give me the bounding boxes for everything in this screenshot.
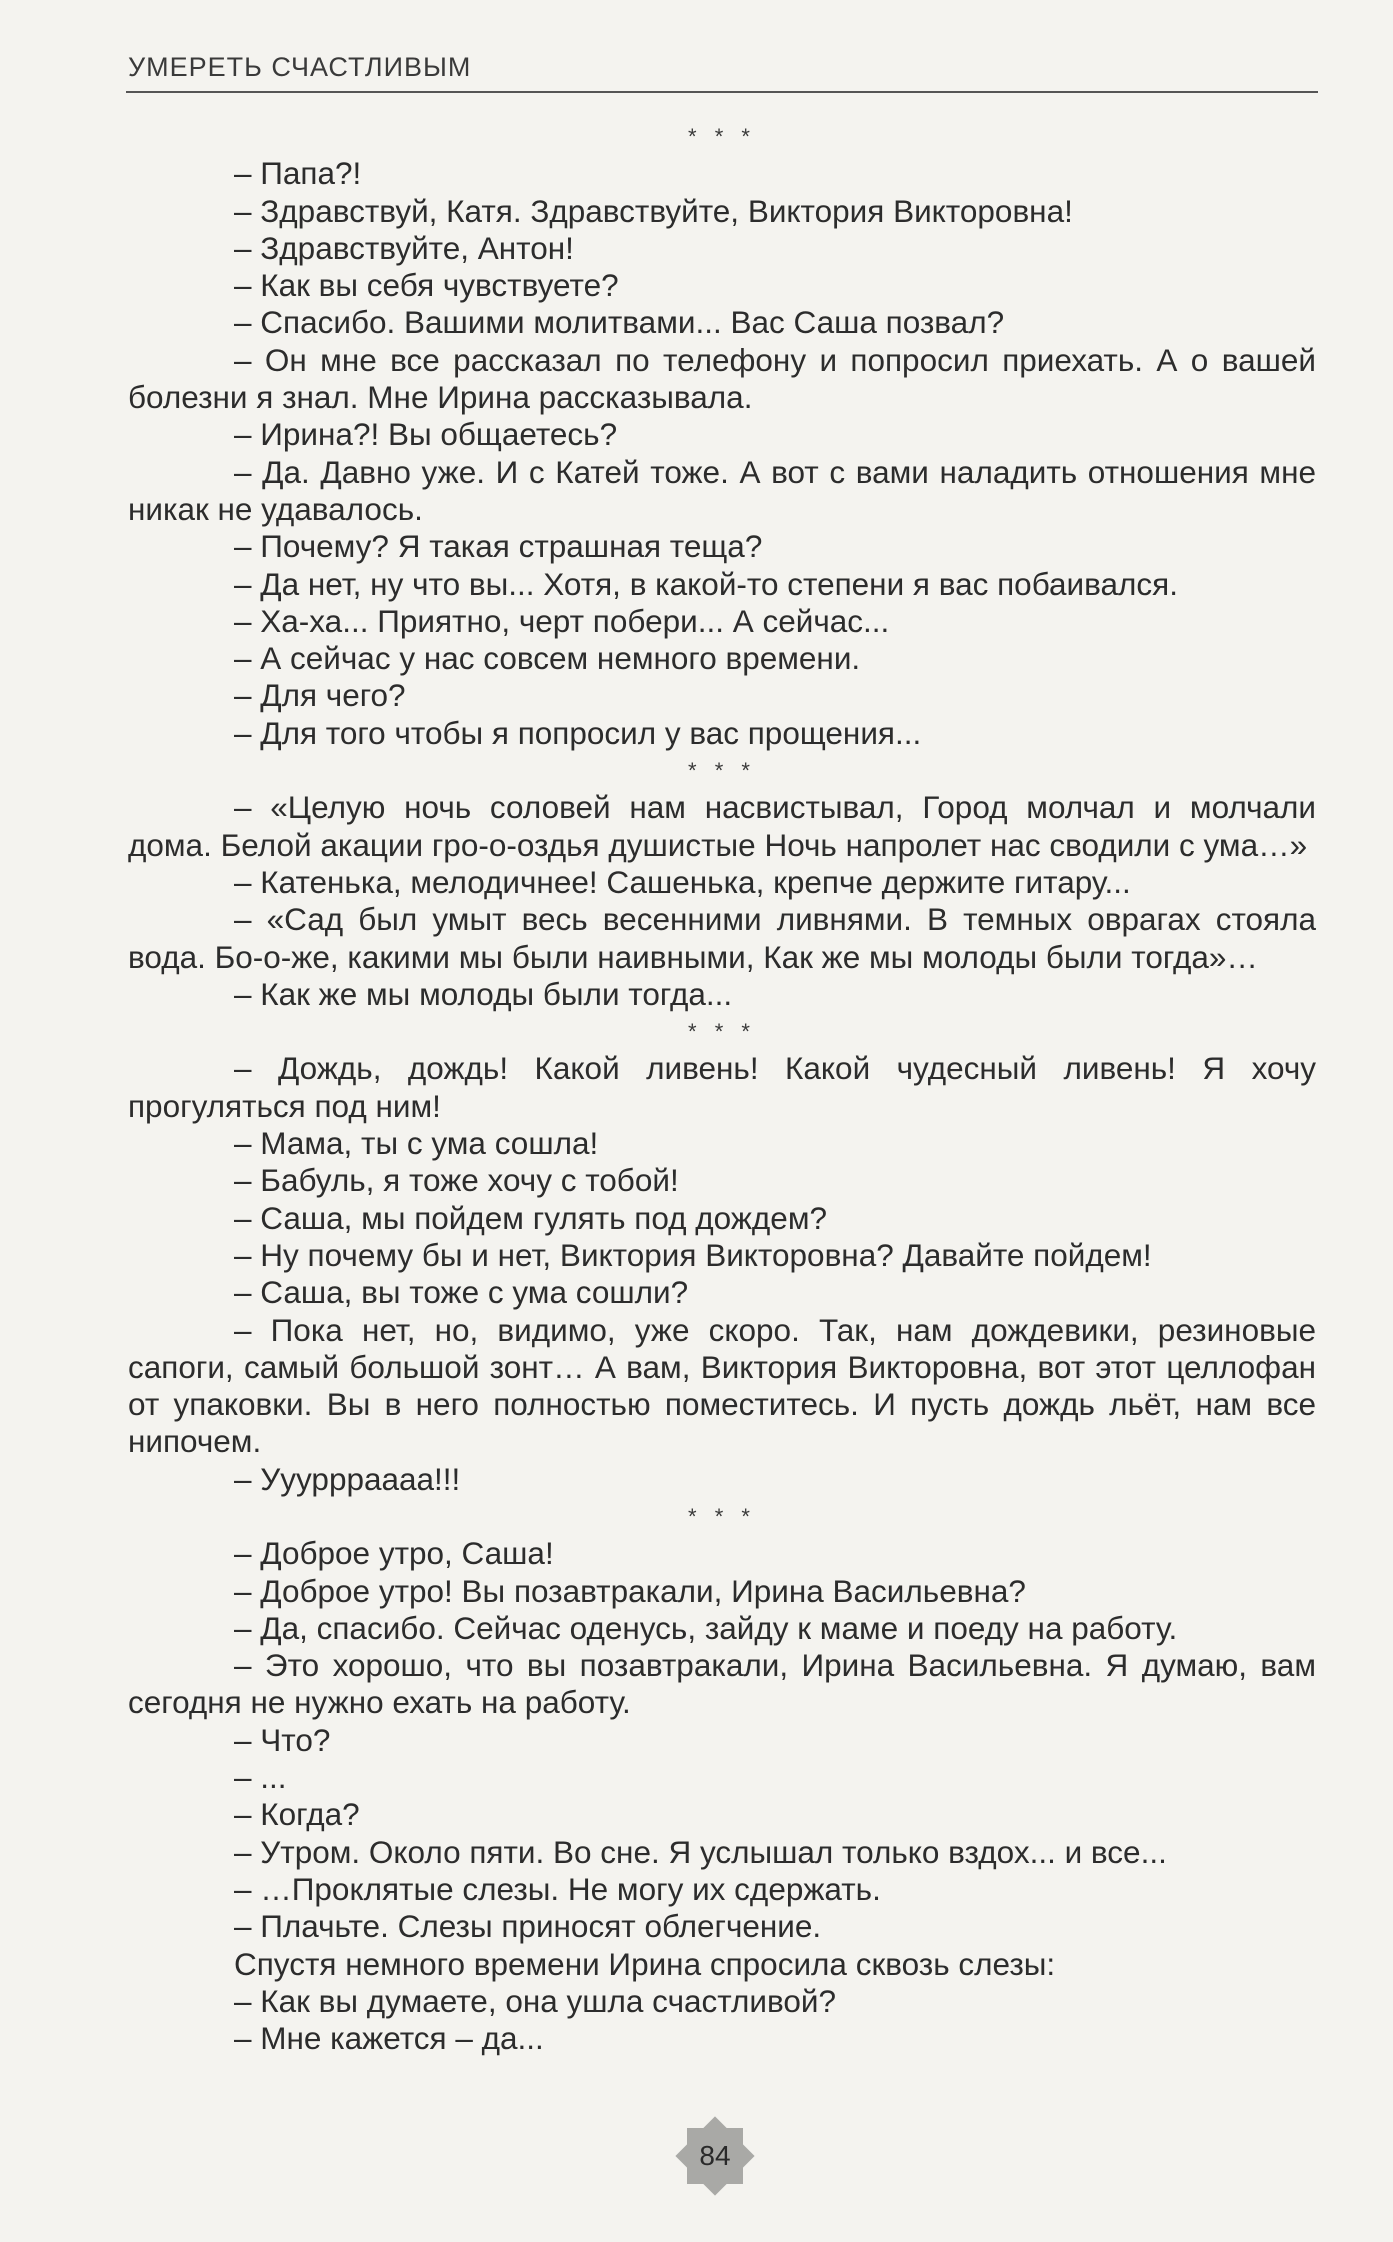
paragraph: – Когда? [234, 1796, 360, 1833]
body-text [128, 118, 1316, 2057]
paragraph: – Мама, ты с ума сошла! [234, 1125, 599, 1162]
paragraph: – …Проклятые слезы. Не могу их сдержать. [234, 1870, 881, 1907]
paragraph: – «Сад был умыт весь весенними ливнями. В темных оврагах стояла вода. Бо-о-же, какими мы были наивными, Как же мы молоды были тогда»… [128, 901, 1316, 975]
paragraph: – Дождь, дождь! Какой ливень! Какой чудесный ливень! Я хочу прогуляться под ним! [128, 1050, 1316, 1124]
paragraph: – Что? [234, 1721, 331, 1758]
page-number-badge [675, 2116, 755, 2196]
section-separator: * * * [688, 1503, 756, 1529]
header-rule [126, 91, 1318, 93]
paragraph: – Да, спасибо. Сейчас оденусь, зайду к маме и поеду на работу. [234, 1609, 1178, 1646]
page-number: 84 [699, 2140, 731, 2171]
paragraph: – Катенька, мелодичнее! Сашенька, крепче держите гитару... [234, 863, 1131, 900]
paragraph: – Ирина?! Вы общаетесь? [234, 416, 618, 453]
paragraph: – «Целую ночь соловей нам насвистывал, Город молчал и молчали дома. Белой акации гро-о-оздья душистые Ночь напролет нас сводили с ума…» [128, 789, 1316, 863]
paragraph: – Он мне все рассказал по телефону и попросил приехать. А о вашей болезни я знал. Мне Ирина рассказывала. [128, 341, 1316, 416]
paragraph: – Плачьте. Слезы приносят облегчение. [234, 1908, 822, 1945]
paragraph: – А сейчас у нас совсем немного времени. [234, 640, 861, 677]
paragraph: – Ха-ха... Приятно, черт побери... А сейчас... [234, 602, 890, 639]
paragraph: – Утром. Около пяти. Во сне. Я услышал только вздох... и все... [234, 1833, 1167, 1870]
paragraph: – Для того чтобы я попросил у вас прощения... [234, 714, 922, 751]
paragraph: – Саша, мы пойдем гулять под дождем? [234, 1199, 827, 1236]
paragraph: Спустя немного времени Ирина спросила сквозь слезы: [234, 1945, 1056, 1982]
paragraph: – Папа?! [234, 155, 362, 192]
paragraph: – Как вы себя чувствуете? [234, 267, 619, 304]
paragraph: – Саша, вы тоже с ума сошли? [234, 1274, 689, 1311]
paragraph: – Ну почему бы и нет, Виктория Викторовна? Давайте пойдем! [234, 1236, 1152, 1273]
section-separator: * * * [688, 1019, 756, 1045]
section-separator: * * * [688, 758, 756, 784]
paragraph: – Доброе утро, Саша! [234, 1535, 554, 1572]
paragraph: – Для чего? [234, 677, 406, 714]
running-title: УМЕРЕТЬ СЧАСТЛИВЫМ [128, 52, 472, 82]
paragraph: – Спасибо. Вашими молитвами... Вас Саша позвал? [234, 304, 1005, 341]
paragraph: – Пока нет, но, видимо, уже скоро. Так, нам дождевики, резиновые сапоги, самый большой зонт… А вам, Виктория Викторовна, вот этот целлофан от упаковки. Вы в него полностью поместитесь. И пусть дождь льёт, нам все нипочем. [128, 1311, 1316, 1460]
paragraph: – Это хорошо, что вы позавтракали, Ирина Васильевна. Я думаю, вам сегодня не нужно ехать на работу. [128, 1647, 1316, 1721]
paragraph: – Здравствуйте, Антон! [234, 229, 574, 266]
paragraph: – Да. Давно уже. И с Катей тоже. А вот с вами наладить отношения мне никак не удавалось. [128, 453, 1316, 527]
paragraph: – ... [234, 1759, 287, 1796]
paragraph: – Как вы думаете, она ушла счастливой? [234, 1982, 836, 2019]
paragraph: – Мне кажется – да... [234, 2020, 544, 2057]
paragraph: – Как же мы молоды были тогда... [234, 975, 733, 1012]
paragraph: – Уууррраааа!!! [234, 1460, 461, 1497]
paragraph: – Бабуль, я тоже хочу с тобой! [234, 1162, 679, 1199]
section-separator: * * * [688, 124, 756, 149]
paragraph: – Почему? Я такая страшная теща? [234, 528, 763, 565]
paragraph: – Да нет, ну что вы... Хотя, в какой-то степени я вас побаивался. [234, 565, 1178, 602]
paragraph: – Здравствуй, Катя. Здравствуйте, Виктория Викторовна! [234, 192, 1073, 229]
paragraph: – Доброе утро! Вы позавтракали, Ирина Васильевна? [234, 1572, 1026, 1609]
